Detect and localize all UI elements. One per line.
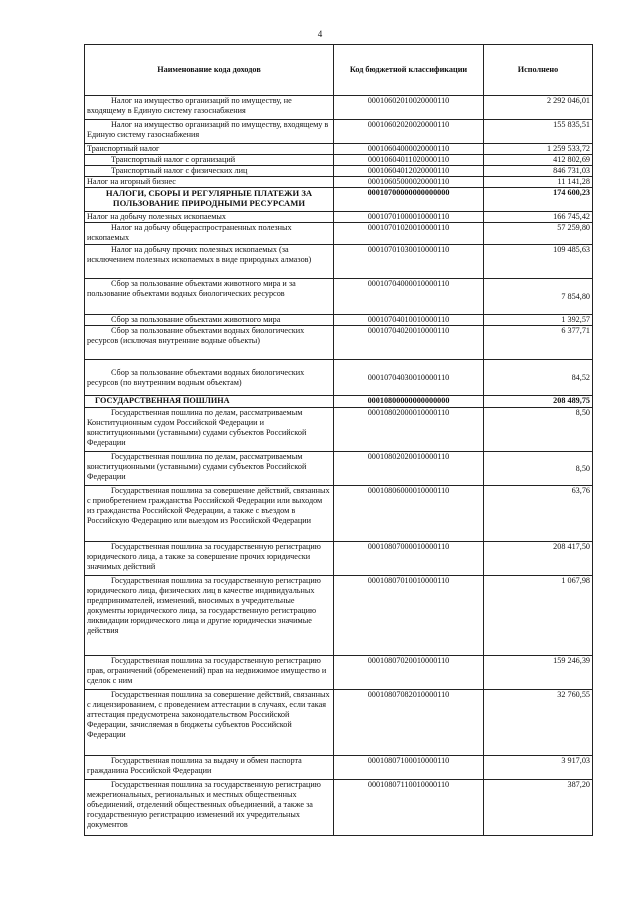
table-row — [85, 326, 593, 360]
table-row — [85, 96, 593, 120]
row-code: 00010701020010000110 — [334, 223, 484, 245]
row-name: Налог на игорный бизнес — [85, 177, 334, 188]
row-amount: 1 259 533,72 — [484, 144, 593, 155]
table-row — [85, 452, 593, 486]
table-row — [85, 188, 593, 212]
table-row — [85, 396, 593, 408]
row-code: 00010704010010000110 — [334, 315, 484, 326]
table-row — [85, 360, 593, 396]
row-amount: 3 917,03 — [484, 756, 593, 780]
row-code: 00010701030010000110 — [334, 245, 484, 279]
row-name: Государственная пошлина за государственную регистрацию юридического лица, а также за совершение прочих юридически значимых действий — [85, 542, 334, 576]
row-amount: 84,52 — [484, 360, 593, 396]
row-name: Налог на имущество организаций по имуществу, не входящему в Единую систему газоснабжения — [85, 96, 334, 120]
row-amount: 109 485,63 — [484, 245, 593, 279]
row-code: 00010807020010000110 — [334, 656, 484, 690]
row-code: 00010807100010000110 — [334, 756, 484, 780]
row-name: Сбор за пользование объектами водных биологических ресурсов (исключая внутренние водные объекты) — [85, 326, 334, 360]
row-code: 00010602020020000110 — [334, 120, 484, 144]
row-code: 00010704020010000110 — [334, 326, 484, 360]
row-amount: 7 854,80 — [484, 279, 593, 315]
row-name: Налог на добычу прочих полезных ископаемых (за исключением полезных ископаемых в виде природных алмазов) — [85, 245, 334, 279]
row-name: Государственная пошлина за совершение действий, связанных с лицензированием, с проведением аттестации в случаях, если такая аттестация предусмотрена законодательством Российской Федерации, зачисляемая в бюджеты субъектов Российской Федерации — [85, 690, 334, 756]
row-name: Сбор за пользование объектами животного мира и за пользование объектами водных биологических ресурсов — [85, 279, 334, 315]
row-code: 00010604012020000110 — [334, 166, 484, 177]
row-name: Налог на добычу общераспространенных полезных ископаемых — [85, 223, 334, 245]
row-code: 00010700000000000000 — [334, 188, 484, 212]
table-row — [85, 408, 593, 452]
row-name: Государственная пошлина за государственную регистрацию межрегиональных, региональных и местных общественных объединений, отделений общественных объединений, а также за государственную регистрацию изменений их учредительных документов — [85, 780, 334, 836]
row-code: 00010604000020000110 — [334, 144, 484, 155]
row-amount: 8,50 — [484, 452, 593, 486]
row-name: ГОСУДАРСТВЕННАЯ ПОШЛИНА — [85, 396, 334, 408]
row-amount: 159 246,39 — [484, 656, 593, 690]
row-code: 00010605000020000110 — [334, 177, 484, 188]
row-amount: 412 802,69 — [484, 155, 593, 166]
row-amount: 1 392,57 — [484, 315, 593, 326]
row-code: 00010701000010000110 — [334, 212, 484, 223]
table-row — [85, 177, 593, 188]
row-name: НАЛОГИ, СБОРЫ И РЕГУЛЯРНЫЕ ПЛАТЕЖИ ЗА ПОЛЬЗОВАНИЕ ПРИРОДНЫМИ РЕСУРСАМИ — [85, 188, 334, 212]
row-name: Сбор за пользование объектами животного мира — [85, 315, 334, 326]
table-row — [85, 576, 593, 656]
page-number: 4 — [317, 29, 323, 39]
row-name: Налог на добычу полезных ископаемых — [85, 212, 334, 223]
row-name: Государственная пошлина за совершение действий, связанных с приобретением гражданства Российской Федерации или выходом из гражданства Российской Федерации, а также с въездом в Российскую Федерацию или выездом из Российской Федерации — [85, 486, 334, 542]
table-row — [85, 315, 593, 326]
row-code: 00010806000010000110 — [334, 486, 484, 542]
header-name: Наименование кода доходов — [85, 45, 334, 96]
row-code: 00010807000010000110 — [334, 542, 484, 576]
row-name: Государственная пошлина за государственную регистрацию прав, ограничений (обременений) прав на недвижимое имущество и сделок с ним — [85, 656, 334, 690]
row-amount: 8,50 — [484, 408, 593, 452]
row-amount: 2 292 046,01 — [484, 96, 593, 120]
header-code: Код бюджетной классификации — [334, 45, 484, 96]
table-row — [85, 212, 593, 223]
table-row — [85, 690, 593, 756]
table-row — [85, 486, 593, 542]
table-row — [85, 780, 593, 836]
row-amount: 208 489,75 — [484, 396, 593, 408]
table-row — [85, 144, 593, 155]
row-code: 00010802000010000110 — [334, 408, 484, 452]
row-amount: 57 259,80 — [484, 223, 593, 245]
row-code: 00010602010020000110 — [334, 96, 484, 120]
row-name: Государственная пошлина по делам, рассматриваемым Конституционным судом Российской Федерации и конституционными (уставными) судами субъектов Российской Федерации — [85, 408, 334, 452]
table-row — [85, 155, 593, 166]
row-name: Государственная пошлина за выдачу и обмен паспорта гражданина Российской Федерации — [85, 756, 334, 780]
row-code: 00010807010010000110 — [334, 576, 484, 656]
row-name: Транспортный налог с физических лиц — [85, 166, 334, 177]
row-amount: 846 731,03 — [484, 166, 593, 177]
revenue-table — [84, 44, 593, 836]
row-amount: 166 745,42 — [484, 212, 593, 223]
table-header-row — [85, 45, 593, 96]
row-name: Транспортный налог — [85, 144, 334, 155]
row-code: 00010802020010000110 — [334, 452, 484, 486]
table-row — [85, 756, 593, 780]
row-amount: 11 141,28 — [484, 177, 593, 188]
row-name: Налог на имущество организаций по имуществу, входящему в Единую систему газоснабжения — [85, 120, 334, 144]
table-row — [85, 279, 593, 315]
row-amount: 32 760,55 — [484, 690, 593, 756]
table-row — [85, 542, 593, 576]
row-amount: 6 377,71 — [484, 326, 593, 360]
row-name: Транспортный налог с организаций — [85, 155, 334, 166]
row-amount: 1 067,98 — [484, 576, 593, 656]
table-row — [85, 245, 593, 279]
row-amount: 155 835,51 — [484, 120, 593, 144]
row-amount: 174 600,23 — [484, 188, 593, 212]
row-name: Государственная пошлина за государственную регистрацию юридического лица, физических лиц в качестве индивидуальных предпринимателей, изменений, вносимых в учредительные документы юридического лица, за государственную регистрацию ликвидации юридического лица и другие юридически значимые действия — [85, 576, 334, 656]
row-code: 00010604011020000110 — [334, 155, 484, 166]
row-name: Государственная пошлина по делам, рассматриваемым конституционными (уставными) судами субъектов Российской Федерации — [85, 452, 334, 486]
row-amount: 63,76 — [484, 486, 593, 542]
row-code: 00010807082010000110 — [334, 690, 484, 756]
table-row — [85, 166, 593, 177]
row-name: Сбор за пользование объектами водных биологических ресурсов (по внутренним водным объектам) — [85, 360, 334, 396]
row-code: 00010800000000000000 — [334, 396, 484, 408]
row-code: 00010807110010000110 — [334, 780, 484, 836]
table-row — [85, 223, 593, 245]
row-code: 00010704000010000110 — [334, 279, 484, 315]
row-amount: 208 417,50 — [484, 542, 593, 576]
header-amount: Исполнено — [484, 45, 593, 96]
table-row — [85, 120, 593, 144]
table-row — [85, 656, 593, 690]
row-amount: 387,20 — [484, 780, 593, 836]
row-code: 00010704030010000110 — [334, 360, 484, 396]
